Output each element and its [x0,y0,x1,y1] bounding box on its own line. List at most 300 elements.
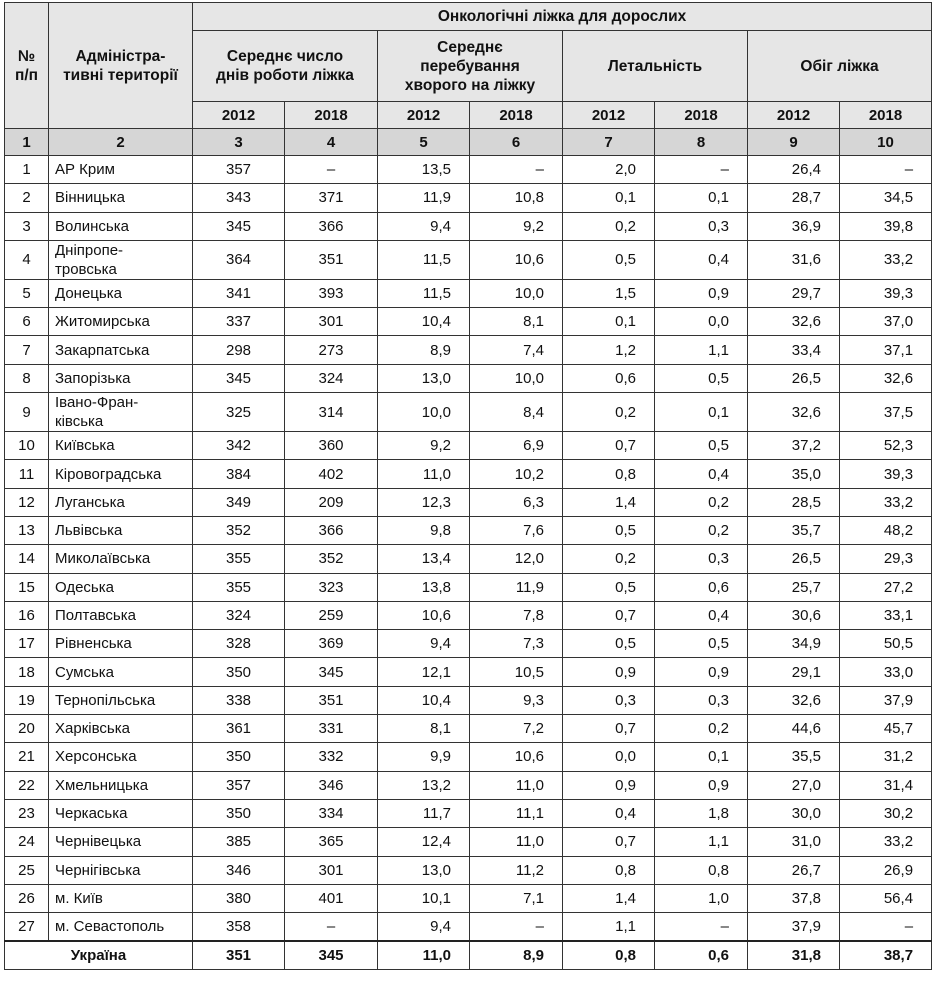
value-cell: 345 [285,658,378,686]
value-cell: 328 [193,630,285,658]
value-cell: 401 [285,884,378,912]
value-cell: 26,5 [748,364,840,392]
value-cell: 355 [193,573,285,601]
value-cell: 0,3 [655,545,748,573]
value-cell: 11,0 [470,828,563,856]
value-cell: 0,9 [655,279,748,307]
value-cell: 9,2 [378,432,470,460]
value-cell: 35,0 [748,460,840,488]
value-cell: 0,2 [655,488,748,516]
value-cell: 9,4 [378,913,470,942]
value-cell: 346 [193,856,285,884]
value-cell: – [840,156,932,184]
value-cell: 37,0 [840,308,932,336]
value-cell: 10,6 [470,743,563,771]
table-row [5,432,932,460]
value-cell: 1,1 [655,336,748,364]
value-cell: 324 [193,601,285,629]
header-lethality: Летальність [563,31,748,102]
value-cell: 8,4 [470,393,563,432]
value-cell: 366 [285,212,378,240]
value-cell: 298 [193,336,285,364]
value-cell: 345 [193,364,285,392]
value-cell: 9,4 [378,630,470,658]
value-cell: 325 [193,393,285,432]
value-cell: 11,1 [470,799,563,827]
value-cell: 11,9 [378,184,470,212]
value-cell: 2,0 [563,156,655,184]
value-cell: 351 [285,686,378,714]
value-cell: 338 [193,686,285,714]
territory-name: Хмельницька [49,771,193,799]
value-cell: 342 [193,432,285,460]
column-number-label: 1 [5,129,49,156]
value-cell: 346 [285,771,378,799]
table-row [5,601,932,629]
table-row [5,828,932,856]
value-cell: 365 [285,828,378,856]
value-cell: 364 [193,240,285,279]
row-number: 21 [5,743,49,771]
row-number: 18 [5,658,49,686]
value-cell: 50,5 [840,630,932,658]
header-bed-turnover: Обіг ліжка [748,31,932,102]
value-cell: 0,5 [563,573,655,601]
total-cell: 0,8 [563,941,655,970]
value-cell: 33,2 [840,240,932,279]
value-cell: 380 [193,884,285,912]
value-cell: 13,0 [378,856,470,884]
total-cell: 11,0 [378,941,470,970]
row-number: 19 [5,686,49,714]
row-number: 10 [5,432,49,460]
value-cell: 0,5 [655,432,748,460]
value-cell: 13,4 [378,545,470,573]
value-cell: 0,2 [563,393,655,432]
value-cell: 332 [285,743,378,771]
territory-name: Волинська [49,212,193,240]
value-cell: 8,1 [378,715,470,743]
value-cell: 9,9 [378,743,470,771]
row-number: 8 [5,364,49,392]
value-cell: 350 [193,658,285,686]
header-year: 2012 [193,102,285,129]
value-cell: 0,1 [563,308,655,336]
total-cell: 8,9 [470,941,563,970]
value-cell: 8,9 [378,336,470,364]
value-cell: 26,4 [748,156,840,184]
value-cell: 0,1 [655,184,748,212]
value-cell: 360 [285,432,378,460]
table-header [5,3,932,156]
value-cell: – [840,913,932,942]
value-cell: 26,7 [748,856,840,884]
total-cell: 31,8 [748,941,840,970]
value-cell: 366 [285,516,378,544]
value-cell: 25,7 [748,573,840,601]
value-cell: 10,2 [470,460,563,488]
territory-name: Черкаська [49,799,193,827]
row-number: 4 [5,240,49,279]
table-row [5,393,932,432]
value-cell: 0,9 [563,658,655,686]
value-cell: 10,5 [470,658,563,686]
header-group-title: Онкологічні ліжка для дорослих [193,3,932,31]
value-cell: 0,7 [563,601,655,629]
territory-name: Тернопільська [49,686,193,714]
territory-name: Полтавська [49,601,193,629]
value-cell: 393 [285,279,378,307]
value-cell: 0,9 [655,771,748,799]
territory-name: Кіровоградська [49,460,193,488]
value-cell: 35,5 [748,743,840,771]
row-number: 5 [5,279,49,307]
territory-name: Херсонська [49,743,193,771]
value-cell: 384 [193,460,285,488]
table-row [5,516,932,544]
value-cell: 352 [285,545,378,573]
value-cell: 33,2 [840,488,932,516]
row-number: 14 [5,545,49,573]
value-cell: 301 [285,308,378,336]
value-cell: 1,8 [655,799,748,827]
table-row [5,715,932,743]
value-cell: 10,6 [470,240,563,279]
oncology-beds-table [4,2,932,970]
value-cell: 33,0 [840,658,932,686]
row-number: 1 [5,156,49,184]
value-cell: 7,3 [470,630,563,658]
territory-name: Одеська [49,573,193,601]
table-row [5,156,932,184]
value-cell: 48,2 [840,516,932,544]
value-cell: 0,1 [655,743,748,771]
value-cell: 32,6 [748,686,840,714]
value-cell: – [285,913,378,942]
value-cell: 301 [285,856,378,884]
table-body [5,156,932,942]
value-cell: 9,2 [470,212,563,240]
row-number: 11 [5,460,49,488]
table-row [5,279,932,307]
value-cell: 10,0 [378,393,470,432]
value-cell: 0,2 [655,516,748,544]
value-cell: 11,5 [378,279,470,307]
table-row [5,856,932,884]
value-cell: 37,9 [748,913,840,942]
value-cell: 341 [193,279,285,307]
table-row [5,240,932,279]
table-footer [5,941,932,970]
value-cell: 358 [193,913,285,942]
value-cell: 371 [285,184,378,212]
value-cell: 26,5 [748,545,840,573]
territory-name: Харківська [49,715,193,743]
value-cell: 0,1 [655,393,748,432]
value-cell: 39,3 [840,460,932,488]
value-cell: 369 [285,630,378,658]
value-cell: 357 [193,771,285,799]
value-cell: 0,5 [655,630,748,658]
row-number: 24 [5,828,49,856]
value-cell: 37,8 [748,884,840,912]
value-cell: 39,8 [840,212,932,240]
value-cell: 0,3 [655,212,748,240]
territory-name: Дніпропе- тровська [49,240,193,279]
value-cell: 0,4 [655,240,748,279]
value-cell: 28,7 [748,184,840,212]
value-cell: 0,8 [563,460,655,488]
value-cell: 13,0 [378,364,470,392]
column-number-label: 10 [840,129,932,156]
value-cell: 30,6 [748,601,840,629]
territory-name: Донецька [49,279,193,307]
table-row [5,460,932,488]
column-number-label: 7 [563,129,655,156]
value-cell: 323 [285,573,378,601]
table-row [5,743,932,771]
territory-name: Луганська [49,488,193,516]
value-cell: 10,1 [378,884,470,912]
value-cell: 0,7 [563,432,655,460]
value-cell: 37,5 [840,393,932,432]
value-cell: 13,5 [378,156,470,184]
value-cell: 0,3 [563,686,655,714]
row-number: 7 [5,336,49,364]
header-bed-work-days: Середнє число днів роботи ліжка [193,31,378,102]
value-cell: 0,8 [655,856,748,884]
value-cell: 9,8 [378,516,470,544]
value-cell: 1,1 [563,913,655,942]
row-number: 2 [5,184,49,212]
value-cell: 337 [193,308,285,336]
value-cell: – [655,156,748,184]
value-cell: 29,3 [840,545,932,573]
territory-name: Вінницька [49,184,193,212]
column-number-label: 2 [49,129,193,156]
value-cell: 11,2 [470,856,563,884]
value-cell: 10,6 [378,601,470,629]
value-cell: – [470,156,563,184]
table-row [5,308,932,336]
value-cell: 0,0 [563,743,655,771]
value-cell: 52,3 [840,432,932,460]
value-cell: 28,5 [748,488,840,516]
territory-name: Житомирська [49,308,193,336]
value-cell: 32,6 [748,393,840,432]
value-cell: 273 [285,336,378,364]
value-cell: 1,0 [655,884,748,912]
value-cell: 7,8 [470,601,563,629]
value-cell: 355 [193,545,285,573]
row-number: 13 [5,516,49,544]
value-cell: – [285,156,378,184]
total-row [5,941,932,970]
value-cell: 35,7 [748,516,840,544]
column-number-label: 3 [193,129,285,156]
total-label: Україна [5,941,193,970]
value-cell: 314 [285,393,378,432]
table-row [5,212,932,240]
value-cell: 11,7 [378,799,470,827]
value-cell: 44,6 [748,715,840,743]
value-cell: 1,4 [563,884,655,912]
value-cell: 0,6 [563,364,655,392]
table-row [5,545,932,573]
territory-name: м. Севастополь [49,913,193,942]
territory-name: Львівська [49,516,193,544]
value-cell: 11,5 [378,240,470,279]
value-cell: 0,5 [563,630,655,658]
table-row [5,771,932,799]
territory-name: Запорізька [49,364,193,392]
territory-name: Чернівецька [49,828,193,856]
header-avg-stay: Середнє перебування хворого на ліжку [378,31,563,102]
row-number: 26 [5,884,49,912]
value-cell: 350 [193,743,285,771]
value-cell: 11,0 [470,771,563,799]
value-cell: 33,1 [840,601,932,629]
value-cell: 357 [193,156,285,184]
value-cell: 37,1 [840,336,932,364]
value-cell: 0,7 [563,715,655,743]
value-cell: 9,3 [470,686,563,714]
header-number: № п/п [5,3,49,129]
value-cell: – [655,913,748,942]
header-admin-territories: Адміністра- тивні території [49,3,193,129]
table-row [5,630,932,658]
value-cell: 39,3 [840,279,932,307]
value-cell: 33,4 [748,336,840,364]
total-cell: 38,7 [840,941,932,970]
value-cell: 9,4 [378,212,470,240]
value-cell: 11,9 [470,573,563,601]
value-cell: 37,9 [840,686,932,714]
value-cell: 352 [193,516,285,544]
header-year: 2012 [748,102,840,129]
value-cell: 351 [285,240,378,279]
value-cell: 0,9 [563,771,655,799]
table-row [5,913,932,942]
table-row [5,364,932,392]
value-cell: 1,1 [655,828,748,856]
value-cell: 0,5 [563,516,655,544]
value-cell: 350 [193,799,285,827]
value-cell: 12,1 [378,658,470,686]
value-cell: 0,6 [655,573,748,601]
value-cell: 56,4 [840,884,932,912]
value-cell: 1,5 [563,279,655,307]
territory-name: Закарпатська [49,336,193,364]
territory-name: Івано-Фран- ківська [49,393,193,432]
table-row [5,686,932,714]
value-cell: 13,2 [378,771,470,799]
value-cell: 345 [193,212,285,240]
value-cell: 6,9 [470,432,563,460]
value-cell: 0,1 [563,184,655,212]
territory-name: Київська [49,432,193,460]
row-number: 25 [5,856,49,884]
value-cell: 334 [285,799,378,827]
row-number: 3 [5,212,49,240]
column-number-label: 5 [378,129,470,156]
value-cell: 29,7 [748,279,840,307]
row-number: 9 [5,393,49,432]
header-year: 2018 [285,102,378,129]
value-cell: 31,6 [748,240,840,279]
column-number-label: 6 [470,129,563,156]
territory-name: м. Київ [49,884,193,912]
value-cell: 0,2 [563,545,655,573]
value-cell: 324 [285,364,378,392]
value-cell: 0,3 [655,686,748,714]
territory-name: Рівненська [49,630,193,658]
value-cell: 0,7 [563,828,655,856]
header-year: 2012 [563,102,655,129]
value-cell: 31,2 [840,743,932,771]
value-cell: 30,2 [840,799,932,827]
value-cell: 7,2 [470,715,563,743]
value-cell: 32,6 [840,364,932,392]
row-number: 17 [5,630,49,658]
value-cell: 6,3 [470,488,563,516]
value-cell: 34,9 [748,630,840,658]
territory-name: Миколаївська [49,545,193,573]
value-cell: 27,0 [748,771,840,799]
value-cell: 0,4 [655,460,748,488]
table-row [5,658,932,686]
value-cell: 259 [285,601,378,629]
header-year: 2018 [470,102,563,129]
table-row [5,488,932,516]
value-cell: 361 [193,715,285,743]
header-year: 2012 [378,102,470,129]
table-row [5,884,932,912]
value-cell: 0,4 [655,601,748,629]
row-number: 20 [5,715,49,743]
value-cell: 0,5 [655,364,748,392]
value-cell: 30,0 [748,799,840,827]
value-cell: 1,4 [563,488,655,516]
table-row [5,799,932,827]
value-cell: 385 [193,828,285,856]
value-cell: 0,5 [563,240,655,279]
column-number-label: 4 [285,129,378,156]
column-number-label: 8 [655,129,748,156]
value-cell: 331 [285,715,378,743]
value-cell: 0,0 [655,308,748,336]
value-cell: 31,0 [748,828,840,856]
value-cell: 0,8 [563,856,655,884]
value-cell: 0,4 [563,799,655,827]
value-cell: 0,2 [563,212,655,240]
header-year: 2018 [840,102,932,129]
value-cell: 8,1 [470,308,563,336]
total-cell: 0,6 [655,941,748,970]
value-cell: 7,1 [470,884,563,912]
row-number: 12 [5,488,49,516]
row-number: 22 [5,771,49,799]
value-cell: 343 [193,184,285,212]
territory-name: Сумська [49,658,193,686]
value-cell: 27,2 [840,573,932,601]
row-number: 16 [5,601,49,629]
row-number: 15 [5,573,49,601]
value-cell: 45,7 [840,715,932,743]
value-cell: 10,0 [470,279,563,307]
table-row [5,336,932,364]
header-year: 2018 [655,102,748,129]
